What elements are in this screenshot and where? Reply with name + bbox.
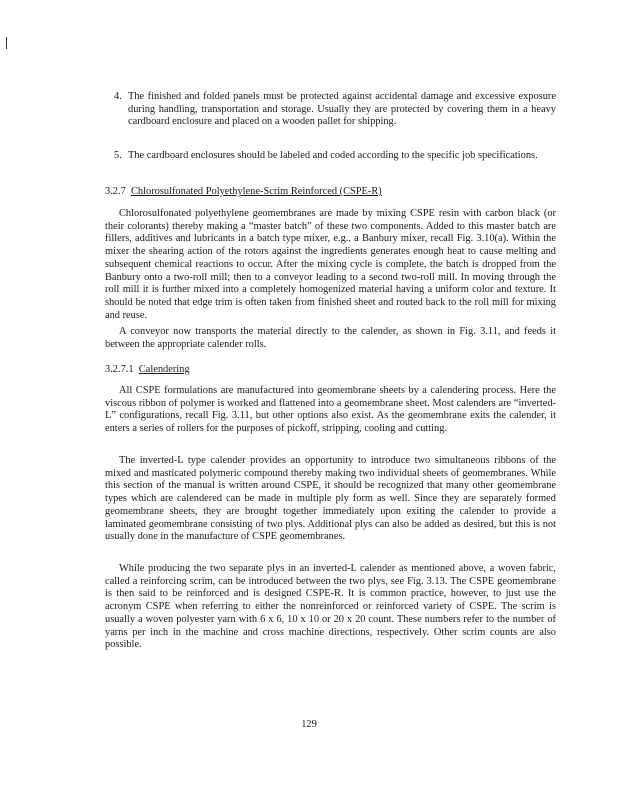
- list-item-number: 5.: [114, 150, 122, 161]
- section-heading: [105, 186, 382, 199]
- paragraph: The inverted-L type calender provides an opportunity to introduce two simultaneous ribbons of the mixed and masticated polymeric compound thereby making two individual sheets of geomembranes. While this section of the manual is written around CSPE, it should be recognized that many other geomembrane types which are calendered can be made in multiple ply form as well. Since they are separately formed geomembrane sheets, they are brought together immediately upon exiting the calender to provide a laminated geomembrane consisting of two plys. Additional plys can also be added as desired, but this is not usually done in the manufacture of CSPE geomembranes.: [105, 455, 556, 543]
- page-number: 129: [301, 719, 317, 730]
- section-number: 3.2.7: [105, 186, 126, 197]
- subsection-heading: [105, 364, 190, 377]
- paragraph: While producing the two separate plys in an inverted-L calender as mentioned above, a woven fabric, called a reinforcing scrim, can be introduced between the two plys, see Fig. 3.13. The CSPE geomembrane is then said to be reinforced and is designed CSPE-R. It is common practice, however, to just use the acronym CSPE when referring to either the nonreinforced or reinforced variety of CSPE. The scrim is usually a woven polyester yarn with 6 x 6, 10 x 10 or 20 x 20 count. These numbers refer to the number of yarns per inch in the machine and cross machine directions, respectively. Other scrim counts are also possible.: [105, 563, 556, 651]
- paragraph: A conveyor now transports the material directly to the calender, as shown in Fig. 3.11, and feeds it between the appropriate calender rolls.: [105, 326, 556, 350]
- paragraph: Chlorosulfonated polyethylene geomembranes are made by mixing CSPE resin with carbon black (or their colorants) thereby making a “master batch” of these two components. Added to this master batch are fillers, additives and lubricants in a batch type mixer, e.g., a Banbury mixer, recall Fig. 3.10(a). Within the mixer the shearing action of the rotors against the ingredients generates enough heat to cause melting and subsequent chemical reactions to occur. After the mixing cycle is complete, the batch is dropped from the Banbury onto a two-roll mill; then to a conveyor leading to a second two-roll mill. In moving through the roll mill it is further mixed into a completely homogenized material having a uniform color and texture. It should be noted that edge trim is often taken from finished sheet and routed back to the roll mill for mixing and reuse.: [105, 208, 556, 321]
- list-item-number: 4.: [114, 91, 122, 102]
- list-item: [114, 91, 556, 129]
- subsection-number: 3.2.7.1: [105, 364, 134, 375]
- list-item-text: The finished and folded panels must be protected against accidental damage and excessive exposure during handling, transportation and storage. Usually they are protected by covering them in a heavy cardboard enclosure and placed on a wooden pallet for shipping.: [128, 91, 556, 128]
- paragraph: All CSPE formulations are manufactured into geomembrane sheets by a calendering process. Here the viscous ribbon of polymer is worked and flattened into a geomembrane sheet. Most calenders are “inverted-L” configurations, recall Fig. 3.11, but other options also exist. As the geomembrane exits the calender, it enters a series of rollers for the purposes of pickoff, stripping, cooling and cutting.: [105, 385, 556, 435]
- list-item: [114, 150, 556, 163]
- subsection-title: Calendering: [138, 364, 190, 375]
- list-item-text: The cardboard enclosures should be labeled and coded according to the specific job specifications.: [128, 150, 538, 161]
- section-title: Chlorosulfonated Polyethylene-Scrim Reinforced (CSPE-R): [130, 186, 382, 197]
- margin-mark: [6, 37, 7, 49]
